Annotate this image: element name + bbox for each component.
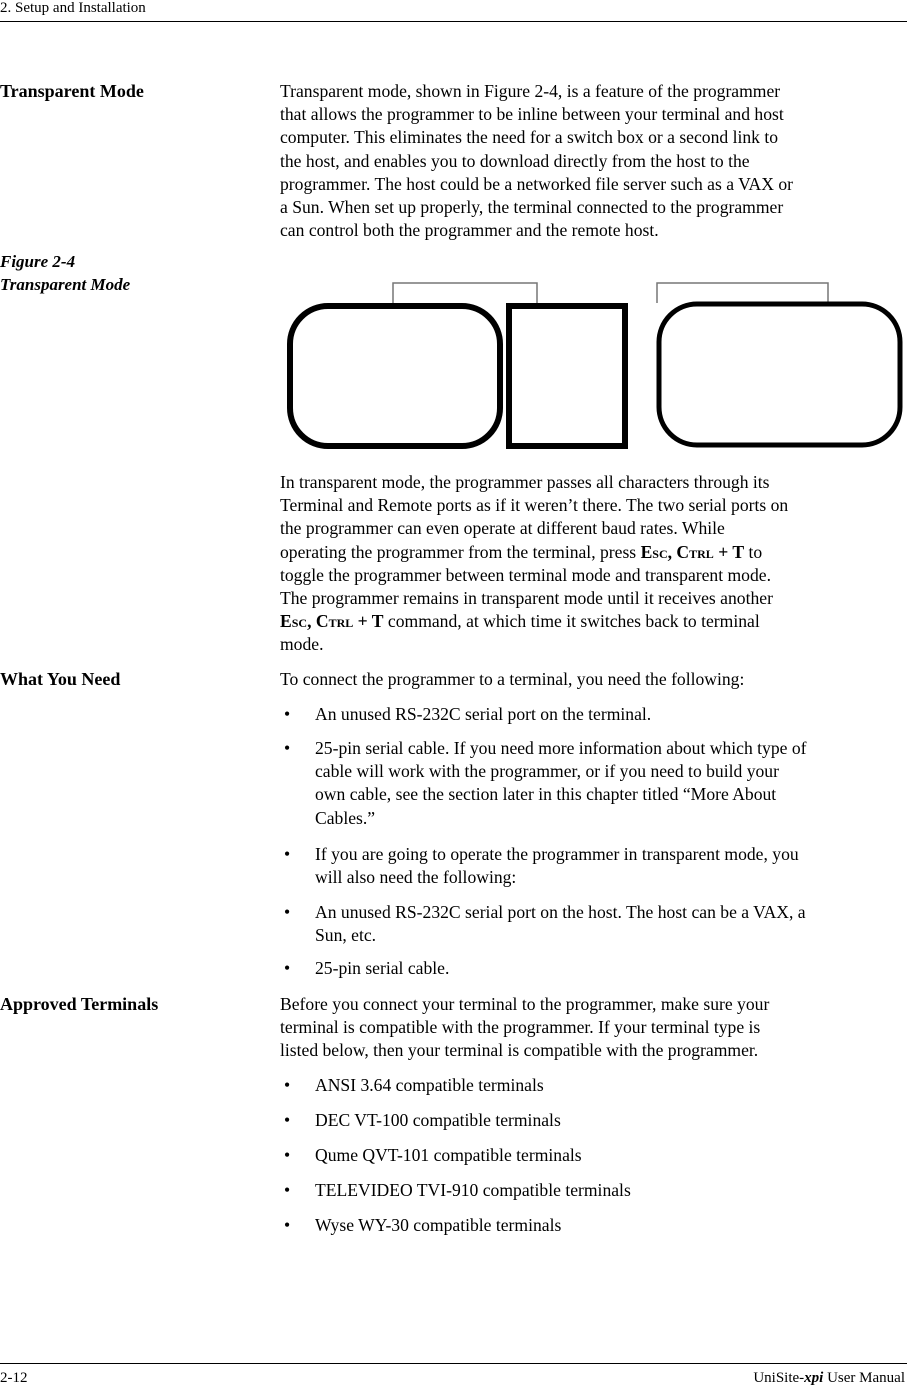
heading-transparent-mode: Transparent Mode — [0, 81, 144, 101]
text-line: the host, and enables you to download directly from the host to the — [280, 150, 750, 171]
bullet-icon: • — [284, 738, 291, 758]
connector-programmer-host — [657, 283, 828, 303]
bullet-icon: • — [284, 844, 291, 864]
list-item-text: Qume QVT-101 compatible terminals — [315, 1145, 582, 1165]
text-line: can control both the programmer and the remote host. — [280, 220, 659, 241]
figure-caption — [0, 250, 130, 296]
approved-terminals-intro — [280, 993, 907, 1063]
list-item-text: ANSI 3.64 compatible terminals — [315, 1075, 544, 1095]
list-item — [280, 1214, 907, 1237]
list-item-text: Cables.” — [315, 807, 376, 828]
manual-title-suffix: User Manual — [823, 1370, 905, 1386]
heading-approved-terminals: Approved Terminals — [0, 994, 159, 1014]
text-line: Before you connect your terminal to the programmer, make sure your — [280, 994, 770, 1014]
paragraph-transparent-intro — [280, 80, 907, 242]
list-item — [280, 843, 907, 889]
list-item-text: 25-pin serial cable. — [315, 958, 450, 978]
list-item — [280, 703, 907, 726]
manual-title — [753, 1370, 905, 1386]
list-item — [280, 1144, 907, 1167]
bullet-icon: • — [284, 902, 291, 922]
text-line: the programmer can even operate at different baud rates. While — [280, 518, 725, 539]
figure-title: Transparent Mode — [0, 275, 131, 294]
bullet-icon: • — [284, 1180, 291, 1200]
text-segment: operating the programmer from the terminal, press — [280, 541, 641, 562]
manual-title-prefix: UniSite- — [753, 1370, 805, 1386]
key-combo-esc-ctrl-t: Esc, Ctrl + T — [280, 611, 384, 632]
text-line — [280, 541, 907, 564]
text-segment: to — [744, 541, 763, 562]
what-you-need-intro: To connect the programmer to a terminal, you need the following: — [280, 669, 745, 689]
page-number: 2-12 — [0, 1370, 28, 1386]
text-line: that allows the programmer to be inline between your terminal and host — [280, 104, 784, 125]
list-item-text: Sun, etc. — [315, 925, 377, 946]
bullet-icon: • — [284, 1075, 291, 1095]
header-rule — [0, 21, 907, 22]
bullet-icon: • — [284, 704, 291, 724]
key-combo-esc-ctrl-t: Esc, Ctrl + T — [640, 541, 745, 562]
transparent-mode-diagram — [280, 270, 907, 460]
figure-number: Figure 2-4 — [0, 252, 76, 271]
list-item — [280, 1109, 907, 1132]
footer-rule — [0, 1363, 907, 1364]
running-header: 2. Setup and Installation — [0, 0, 146, 16]
host-box — [659, 304, 900, 445]
list-item — [280, 1179, 907, 1202]
text-line: The programmer remains in transparent mode until it receives another — [280, 588, 773, 609]
text-line: In transparent mode, the programmer passes all characters through its — [280, 472, 770, 492]
text-line — [280, 610, 907, 633]
bullet-icon: • — [284, 1145, 291, 1165]
text-line: listed below, then your terminal is compatible with the programmer. — [280, 1040, 759, 1061]
text-line: programmer. The host could be a networked file server such as a VAX or — [280, 173, 794, 194]
text-segment: command, at which time it switches back to terminal — [383, 611, 760, 632]
list-item-text: If you are going to operate the programmer in transparent mode, you — [315, 844, 799, 864]
list-item-text: An unused RS-232C serial port on the host. The host can be a VAX, a — [315, 902, 806, 922]
paragraph-transparent-detail — [280, 471, 907, 657]
text-line: toggle the programmer between terminal mode and transparent mode. — [280, 564, 771, 585]
bullet-icon: • — [284, 958, 291, 978]
list-item-text: An unused RS-232C serial port on the terminal. — [315, 704, 652, 724]
list-item — [280, 737, 907, 830]
heading-what-you-need: What You Need — [0, 669, 121, 689]
list-item-text: TELEVIDEO TVI-910 compatible terminals — [315, 1180, 631, 1200]
connector-terminal-programmer — [393, 283, 537, 303]
text-line: a Sun. When set up properly, the terminal connected to the programmer — [280, 197, 784, 218]
text-line: mode. — [280, 634, 324, 655]
list-item-text: cable will work with the programmer, or if you need to build your — [315, 761, 779, 782]
list-item-text: DEC VT-100 compatible terminals — [315, 1110, 561, 1130]
text-line: Transparent mode, shown in Figure 2-4, is a feature of the programmer — [280, 81, 781, 101]
list-item — [280, 1074, 907, 1097]
terminal-box — [290, 306, 500, 446]
list-item-text: Wyse WY-30 compatible terminals — [315, 1215, 562, 1235]
list-item-text: will also need the following: — [315, 867, 517, 888]
programmer-box — [509, 306, 625, 446]
list-item-text: 25-pin serial cable. If you need more information about which type of — [315, 738, 807, 758]
text-line: terminal is compatible with the programmer. If your terminal type is — [280, 1017, 761, 1038]
text-line: computer. This eliminates the need for a switch box or a second link to — [280, 127, 779, 148]
text-line: Terminal and Remote ports as if it weren’t there. The two serial ports on — [280, 495, 789, 516]
bullet-icon: • — [284, 1110, 291, 1130]
manual-title-product: xpi — [804, 1370, 824, 1386]
list-item-text: own cable, see the section later in this chapter titled “More About — [315, 784, 777, 805]
list-item — [280, 901, 907, 947]
list-item — [280, 957, 907, 980]
bullet-icon: • — [284, 1215, 291, 1235]
